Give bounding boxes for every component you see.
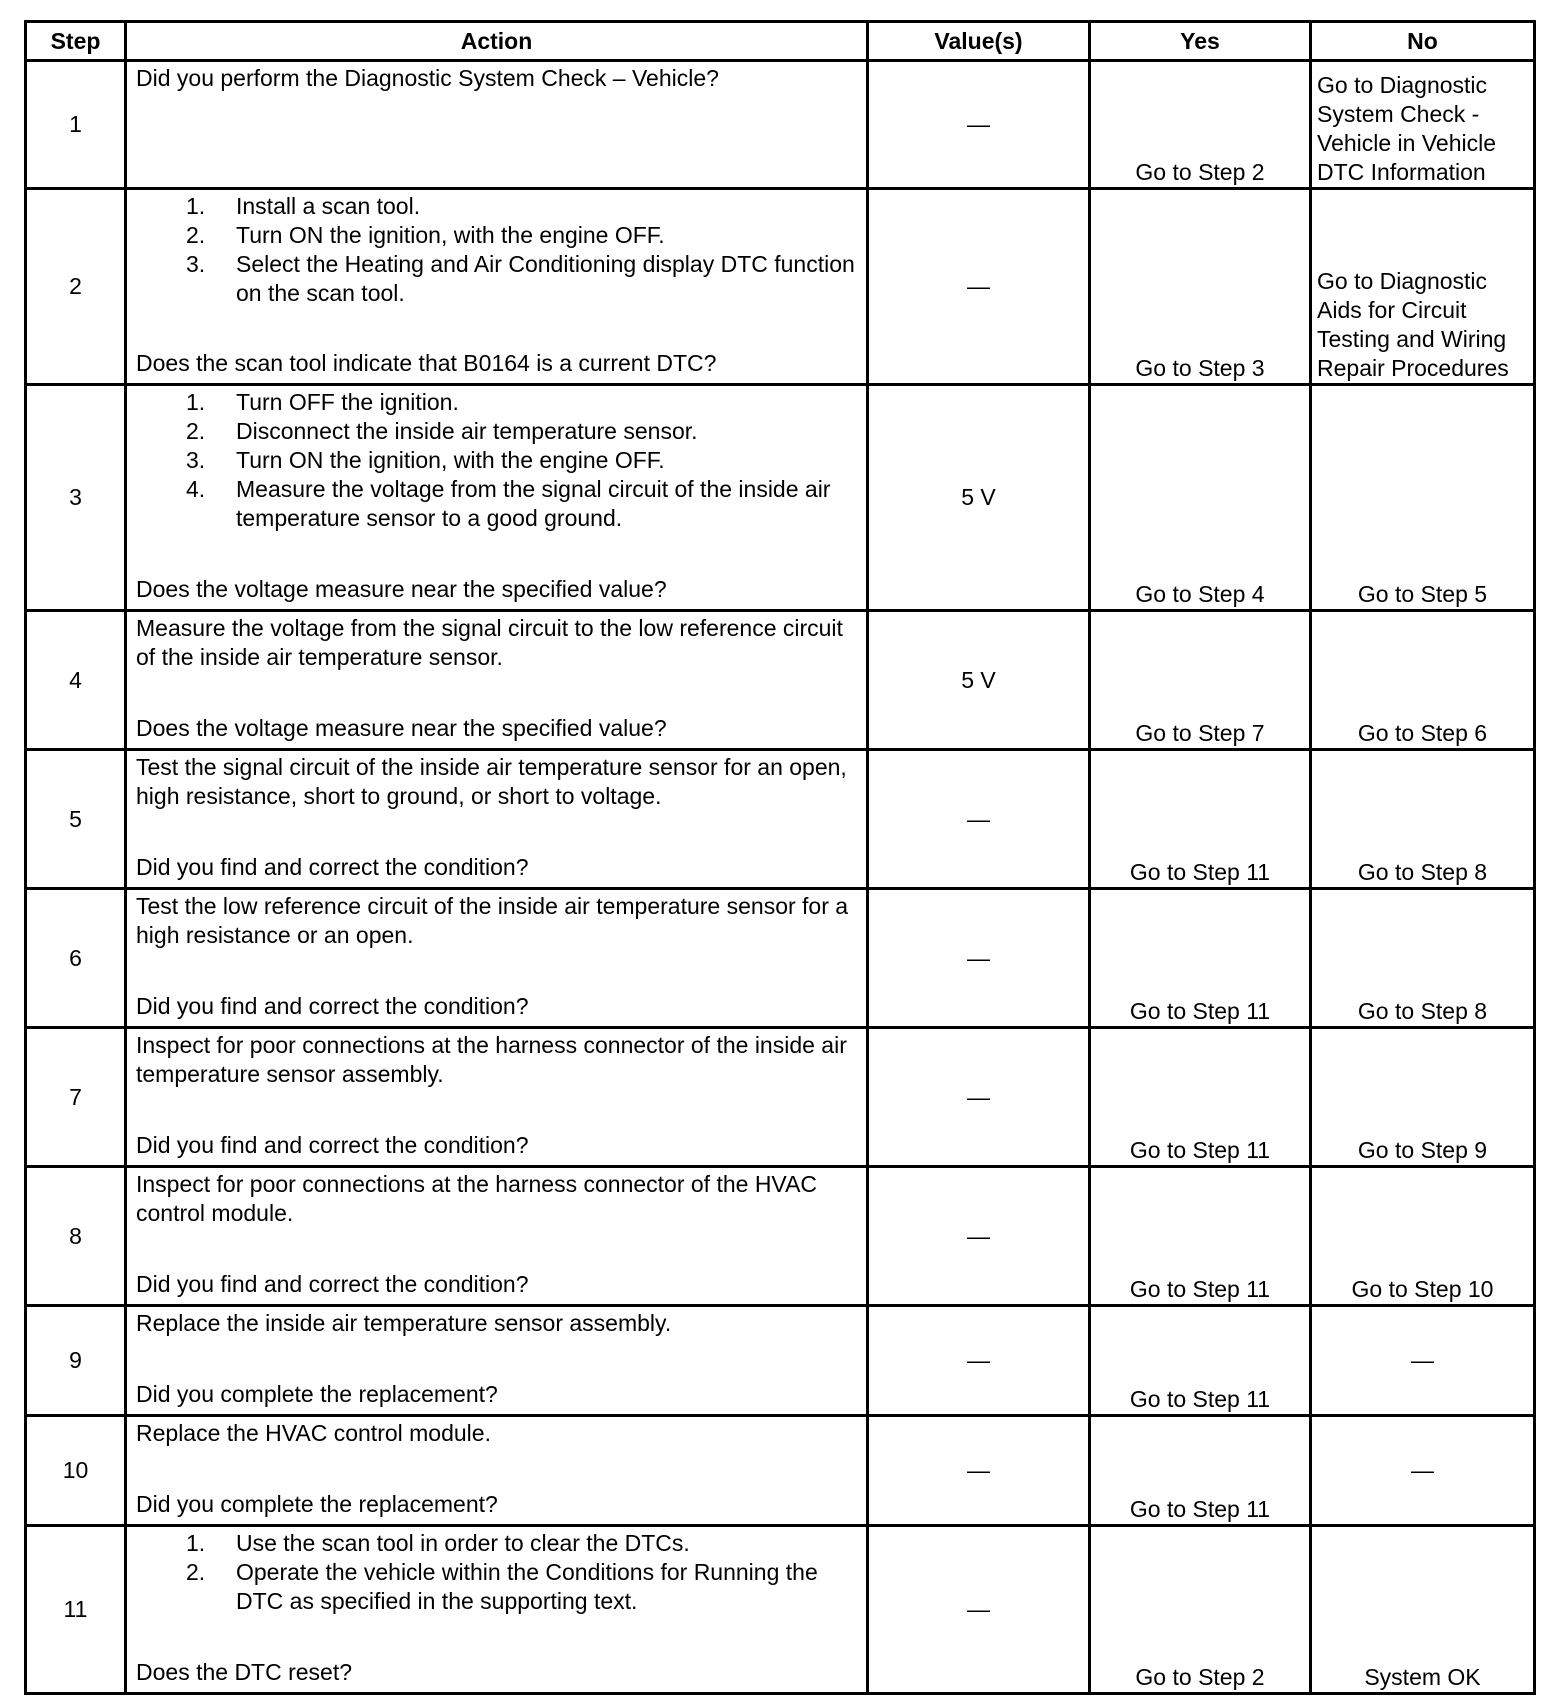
action-cell: [126, 385, 868, 611]
step-number: 9: [26, 1306, 126, 1416]
action-text: Replace the inside air temperature sensor assembly.: [136, 1310, 672, 1336]
list-item: 2. Disconnect the inside air temperature sensor.: [186, 418, 698, 444]
action-cell: [126, 889, 868, 1028]
action-question: Did you find and correct the condition?: [136, 1271, 529, 1297]
yes-cell: Go to Step 11: [1090, 1416, 1311, 1526]
diagnostic-table: [24, 20, 1536, 1695]
yes-cell: Go to Step 2: [1090, 61, 1311, 189]
table-row: [26, 750, 1535, 889]
step-number: 6: [26, 889, 126, 1028]
action-question: Did you complete the replacement?: [136, 1491, 498, 1517]
no-cell: Go to Diagnostic Aids for Circuit Testing and Wiring Repair Procedures: [1311, 189, 1535, 385]
table-row: [26, 385, 1535, 611]
no-cell: System OK: [1311, 1526, 1535, 1694]
action-question: Does the voltage measure near the specified value?: [136, 715, 667, 741]
table-row: [26, 1028, 1535, 1167]
table-row: [26, 1416, 1535, 1526]
table-row: [26, 61, 1535, 189]
action-question: Does the scan tool indicate that B0164 is a current DTC?: [136, 350, 717, 376]
table-row: [26, 1526, 1535, 1694]
step-number: 1: [26, 61, 126, 189]
action-question: Does the voltage measure near the specified value?: [136, 576, 667, 602]
list-item: 4. Measure the voltage from the signal circuit of the inside air temperature sensor to a good ground.: [186, 476, 831, 531]
table-row: [26, 889, 1535, 1028]
value-cell: —: [868, 1416, 1090, 1526]
action-text: Test the low reference circuit of the inside air temperature sensor for a high resistance or an open.: [136, 893, 849, 948]
action-cell: [126, 750, 868, 889]
no-cell: Go to Step 9: [1311, 1028, 1535, 1167]
yes-cell: Go to Step 3: [1090, 189, 1311, 385]
action-cell: [126, 1526, 868, 1694]
list-item: 2. Operate the vehicle within the Conditions for Running the DTC as specified in the supporting text.: [186, 1559, 818, 1614]
action-text: Inspect for poor connections at the harness connector of the HVAC control module.: [136, 1171, 818, 1226]
action-question: Did you find and correct the condition?: [136, 1132, 529, 1158]
action-question: Did you complete the replacement?: [136, 1381, 498, 1407]
action-steps: [136, 388, 857, 533]
action-cell: [126, 1416, 868, 1526]
value-cell: 5 V: [868, 385, 1090, 611]
header-no: No: [1311, 22, 1535, 61]
value-cell: 5 V: [868, 611, 1090, 750]
value-cell: —: [868, 1167, 1090, 1306]
step-number: 2: [26, 189, 126, 385]
action-cell: [126, 1028, 868, 1167]
action-question: Did you find and correct the condition?: [136, 993, 529, 1019]
table-row: [26, 611, 1535, 750]
action-question: Did you find and correct the condition?: [136, 854, 529, 880]
list-item: 1. Turn OFF the ignition.: [186, 389, 459, 415]
action-steps: [136, 192, 857, 308]
value-cell: —: [868, 750, 1090, 889]
list-item: 1. Install a scan tool.: [186, 193, 421, 219]
list-item: 3. Select the Heating and Air Conditioning display DTC function on the scan tool.: [186, 251, 855, 306]
list-item: 3. Turn ON the ignition, with the engine OFF.: [186, 447, 665, 473]
action-cell: [126, 1306, 868, 1416]
action-question: Does the DTC reset?: [136, 1659, 353, 1685]
no-cell: —: [1311, 1306, 1535, 1416]
value-cell: —: [868, 189, 1090, 385]
yes-cell: Go to Step 2: [1090, 1526, 1311, 1694]
yes-cell: Go to Step 11: [1090, 1028, 1311, 1167]
header-yes: Yes: [1090, 22, 1311, 61]
no-cell: —: [1311, 1416, 1535, 1526]
action-text: Test the signal circuit of the inside air temperature sensor for an open, high resistance, short to ground, or short to voltage.: [136, 754, 847, 809]
yes-cell: Go to Step 11: [1090, 889, 1311, 1028]
action-text: Inspect for poor connections at the harness connector of the inside air temperature sensor assembly.: [136, 1032, 847, 1087]
list-item: 2. Turn ON the ignition, with the engine OFF.: [186, 222, 665, 248]
table-row: [26, 1167, 1535, 1306]
list-item: 1. Use the scan tool in order to clear the DTCs.: [186, 1530, 690, 1556]
yes-cell: Go to Step 7: [1090, 611, 1311, 750]
step-number: 4: [26, 611, 126, 750]
step-number: 7: [26, 1028, 126, 1167]
step-number: 5: [26, 750, 126, 889]
yes-cell: Go to Step 11: [1090, 1306, 1311, 1416]
no-cell: Go to Step 8: [1311, 889, 1535, 1028]
step-number: 3: [26, 385, 126, 611]
action-text: Measure the voltage from the signal circuit to the low reference circuit of the inside air temperature sensor.: [136, 615, 843, 670]
step-number: 10: [26, 1416, 126, 1526]
action-steps: [136, 1529, 857, 1616]
action-cell: [126, 1167, 868, 1306]
value-cell: —: [868, 1306, 1090, 1416]
action-cell: [126, 611, 868, 750]
action-cell: [126, 61, 868, 189]
yes-cell: Go to Step 11: [1090, 1167, 1311, 1306]
no-cell: Go to Step 10: [1311, 1167, 1535, 1306]
header-step: Step: [26, 22, 126, 61]
action-cell: [126, 189, 868, 385]
table-row: [26, 189, 1535, 385]
table-row: [26, 1306, 1535, 1416]
value-cell: —: [868, 61, 1090, 189]
table-header-row: [26, 22, 1535, 61]
yes-cell: Go to Step 11: [1090, 750, 1311, 889]
yes-cell: Go to Step 4: [1090, 385, 1311, 611]
no-cell: Go to Diagnostic System Check - Vehicle in Vehicle DTC Information: [1311, 61, 1535, 189]
header-action: Action: [126, 22, 868, 61]
value-cell: —: [868, 889, 1090, 1028]
no-cell: Go to Step 8: [1311, 750, 1535, 889]
value-cell: —: [868, 1526, 1090, 1694]
step-number: 8: [26, 1167, 126, 1306]
no-cell: Go to Step 5: [1311, 385, 1535, 611]
diagnostic-table-container: [24, 20, 1533, 1695]
value-cell: —: [868, 1028, 1090, 1167]
step-number: 11: [26, 1526, 126, 1694]
header-values: Value(s): [868, 22, 1090, 61]
action-text: Did you perform the Diagnostic System Check – Vehicle?: [136, 65, 719, 91]
no-cell: Go to Step 6: [1311, 611, 1535, 750]
action-text: Replace the HVAC control module.: [136, 1420, 491, 1446]
